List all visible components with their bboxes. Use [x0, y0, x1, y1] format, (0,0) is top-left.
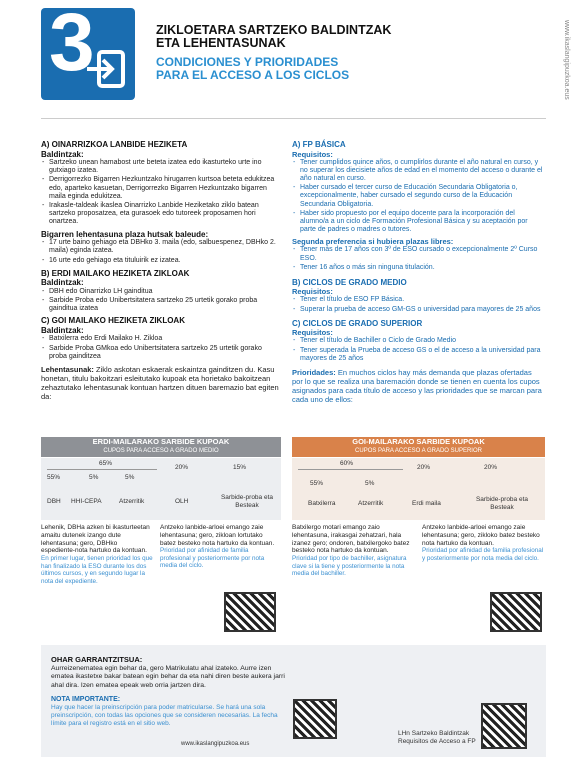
section-a-priority: Segunda preferencia si hubiera plazas libres:	[292, 237, 454, 247]
section-a-title: A) OINARRIZKOA LANBIDE HEZIKETA	[41, 140, 188, 149]
qr-code-icon[interactable]	[224, 592, 276, 632]
note-block	[292, 524, 410, 578]
section-a-req: Baldintzak:	[41, 149, 84, 159]
label-cell: HHI-CEPA	[71, 498, 102, 505]
note-eu: Lehenik, DBHa azken bi ikasturteetan amaitu dutenek izango dute lehentasuna; gero, DBHko espediente-nota hartuko da kontuan.	[41, 524, 150, 555]
list-item: - Tener 16 años o más sin ninguna titulación.	[300, 264, 544, 272]
section-a-req: Requisitos:	[292, 149, 333, 159]
list-item: - Tener el título de ESO FP Básica.	[300, 296, 544, 304]
qr-code-icon[interactable]	[481, 703, 527, 749]
priorities-label: Lehentasunak:	[41, 364, 94, 374]
label-cell: DBH	[47, 498, 61, 505]
priorities-label: Prioridades:	[292, 367, 336, 377]
group-line	[47, 469, 157, 470]
note-es: Prioridad por afinidad de familia profesional y posteriormente por nota media del ciclo.	[160, 547, 265, 570]
quota-mid-title: ERDI-MAILARAKO SARBIDE KUPOAK	[92, 437, 230, 446]
notice-text	[51, 655, 291, 728]
section-c-title: C) GOI MAILAKO HEZIKETA ZIKLOAK	[41, 316, 185, 326]
side-url: www.ikaslangipuzkoa.eus	[563, 20, 570, 100]
label-cell: Sarbide-proba eta Besteak	[475, 496, 529, 511]
section-c-list	[292, 337, 544, 363]
label-cell: Batxilerra	[308, 500, 336, 507]
section-number-badge	[41, 0, 135, 100]
group-pct: 65%	[99, 460, 113, 467]
list-item: - DBH edo Oinarrizko LH gainditua	[49, 288, 281, 296]
list-item: - Tener superada la Prueba de acceso GS o el de acceso a la universidad para mayores de 25 años	[300, 347, 544, 363]
list-item: - Tener más de 17 años con 3º de ESO cursado o excepcionalmente 2º Curso ESO.	[300, 246, 544, 262]
label-cell: Erdi maila	[412, 500, 441, 507]
section-c-title: C) CICLOS DE GRADO SUPERIOR	[292, 318, 423, 328]
pct-cell: 20%	[484, 464, 498, 471]
priority-list	[292, 246, 544, 272]
pct-cell: 20%	[417, 464, 431, 471]
section-b-list	[41, 288, 281, 314]
right-column	[292, 140, 544, 404]
note-es: Prioridad por afinidad de familia profesional y posteriormente por nota media del ciclo.	[422, 547, 544, 562]
list-item: - 17 urte baino gehiago eta DBHko 3. maila (edo, salbuespenez, DBHko 2. maila) eginda izatea.	[49, 239, 281, 255]
section-a-priority: Bigarren lehentasuna plaza hutsak baleude:	[41, 229, 209, 239]
section-c-req: Baldintzak:	[41, 325, 84, 335]
quota-sup-header	[292, 437, 545, 457]
page-subtitle: CONDICIONES Y PRIORIDADES PARA EL ACCESO A LOS CICLOS	[156, 55, 350, 82]
qr-code-icon[interactable]	[293, 699, 337, 739]
section-a-list	[292, 159, 544, 235]
list-item: - Sartzeko unean hamabost urte beteta izatea edo ikasturteko urte ino gutxiago izatea.	[49, 159, 281, 175]
priorities-text: Ziklo askotan eskaerak eskaintza gainditzen du. Kasu honetan, titulu bakoitzari esleitutako kupoak eta horietako bakoitzean zehaztutako lehentasunak kontuan hartzen dituen baremazio bat egiten da:	[41, 364, 279, 401]
enter-arrow-icon	[85, 48, 127, 90]
priorities-paragraph	[292, 368, 544, 404]
list-item: - Irakasle-taldeak ikaslea Oinarrizko Lanbide Heziketako ziklo batean sartzeko proposatzea, eta gurasoek edo tutoreek proposamen hori onartzea.	[49, 202, 281, 227]
section-b-title: B) ERDI MAILAKO HEZIKETA ZIKLOAK	[41, 268, 190, 278]
page-title: ZIKLOETARA SARTZEKO BALDINTZAK ETA LEHENTASUNAK	[156, 23, 392, 50]
note-title: NOTA IMPORTANTE:	[51, 696, 121, 703]
section-a-list	[41, 159, 281, 227]
list-item: - 16 urte edo gehiago eta tituluirik ez izatea.	[49, 257, 281, 265]
priorities-text: En muchos ciclos hay más demanda que plazas ofertadas por lo que se realiza una baremación donde se tienen en cuenta los cupos asignados para cada título de acceso y las prioridades que se marcan para cada uno de ellos:	[292, 367, 542, 404]
label-cell: Sarbide-proba eta Besteak	[220, 494, 274, 509]
pct-cell: 55%	[47, 474, 61, 481]
section-b-title: B) CICLOS DE GRADO MEDIO	[292, 277, 407, 287]
list-item: - Sarbide Proba GMkoa edo Unibertsitatera sartzeko 25 urtetik gorako proba gainditzea	[49, 345, 281, 361]
label-cell: Atzerritik	[119, 498, 145, 505]
label-cell: OLH	[175, 498, 189, 505]
label-cell: Atzerritik	[358, 500, 384, 507]
note-block	[41, 524, 153, 585]
list-item: - Haber cursado el tercer curso de Educación Secundaria Obligatoria o, excepcionalmente, haber cursado el segundo curso de la Educación Secundaria Obligatoria.	[300, 184, 544, 209]
section-a-title: A) FP BÁSICA	[292, 140, 346, 149]
note-eu: Batxilergo motari emango zaio lehentasuna, irakasgai zehatzari, hala izanez gero; ondoren, batxilergoko batez besteko nota hartuko da kontuan.	[292, 524, 410, 555]
qr-code-icon[interactable]	[490, 592, 542, 632]
list-item: - Derrigorrezko Bigarren Hezkuntzako hirugarren kurtsoa beteta edukitzea edo, aparteko kasuetan, Derrigorrezko Bigarren Hezkuntzako bigarren maila eginda edukitzea.	[49, 176, 281, 201]
list-item: - Tener cumplidos quince años, o cumplirlos durante el año natural en curso, y no superar los diecisiete años de edad en el momento del acceso o durante el año natural en curso.	[300, 159, 544, 184]
bottom-url[interactable]: www.ikaslangipuzkoa.eus	[181, 741, 250, 747]
section-c-req: Requisitos:	[292, 328, 333, 338]
pct-cell: 5%	[365, 480, 375, 487]
quota-sup-title: GOI-MAILARAKO SARBIDE KUPOAK	[352, 437, 485, 446]
section-b-req: Baldintzak:	[41, 278, 84, 288]
list-item: - Batxilerra edo Erdi Mailako H. Zikloa	[49, 335, 281, 343]
note-eu: Antzeko lanbide-arloei emango zaie lehentasuna; gero, zikloan lortutako batez besteko nota hartuko da kontuan.	[160, 524, 275, 547]
quota-mid-header	[41, 437, 281, 457]
list-item: - Haber sido propuesto por el equipo docente para la incorporación del alumno/a a un ciclo de Formación Profesional Básica y su aceptación por parte de padres o madres o tutores.	[300, 210, 544, 235]
notice-body: Aurreizenematea egin behar da, gero Matrikulatu ahal izateko. Aurre izen ematea ikastetxe bakar batean egin behar da eta nahi diren beste aukera jarri ahal dira. Izen ematea epeak web orria jartzen dira.	[51, 664, 285, 689]
list-item: - Superar la prueba de acceso GM-GS o universidad para mayores de 25 años	[300, 306, 544, 314]
section-b-req: Requisitos:	[292, 287, 333, 297]
left-column	[41, 140, 281, 401]
note-body: Hay que hacer la preinscripción para poder matricularse. Se hará una sola preinscripción, con todas las opciones que se consideren necesarias. La fecha límite para el registro está en el sitio web.	[51, 704, 278, 727]
section-b-list	[292, 296, 544, 313]
note-block	[160, 524, 278, 570]
footer-line-1: LHn Sartzeko Baldintzak	[398, 730, 470, 737]
footer-caption	[398, 730, 476, 746]
quota-sup-subtitle: CUPOS PARA ACCESO A GRADO SUPERIOR	[355, 448, 482, 454]
pct-cell: 20%	[175, 464, 189, 471]
pct-cell: 5%	[125, 474, 135, 481]
section-number: 3	[49, 0, 95, 88]
note-eu: Antzeko lanbide-arloei emango zaie lehentasuna; gero, zikloko batez besteko nota hartuko da kontuan.	[422, 524, 540, 547]
group-pct: 60%	[340, 460, 354, 467]
section-c-list	[41, 335, 281, 361]
quota-mid-table	[41, 458, 281, 520]
priority-list	[41, 239, 281, 265]
note-es: Prioridad por tipo de bachiller, asignatura clave si la tiene y posteriormente la nota media del bachiller.	[292, 555, 407, 578]
quota-sup-table	[292, 458, 545, 520]
important-notice	[41, 645, 546, 757]
divider	[41, 118, 546, 119]
pct-cell: 55%	[310, 480, 324, 487]
list-item: - Tener el título de Bachiller o Ciclo de Grado Medio	[300, 337, 544, 345]
note-block	[422, 524, 544, 562]
priorities-paragraph	[41, 365, 281, 401]
pct-cell: 5%	[89, 474, 99, 481]
list-item: - Sarbide Proba edo Unibertsitatera sartzeko 25 urtetik gorako proba gainditua izatea	[49, 297, 281, 313]
pct-cell: 15%	[233, 464, 247, 471]
footer-line-2: Requisitos de Acceso a FP	[398, 738, 476, 745]
notice-title: OHAR GARRANTZITSUA:	[51, 655, 143, 664]
group-line	[298, 469, 403, 470]
note-es: En primer lugar, tienen prioridad los que han finalizado la ESO durante los dos últimos cursos, y en segundo lugar la nota del expediente.	[41, 555, 153, 585]
quota-mid-subtitle: CUPOS PARA ACCESO A GRADO MEDIO	[103, 448, 219, 454]
